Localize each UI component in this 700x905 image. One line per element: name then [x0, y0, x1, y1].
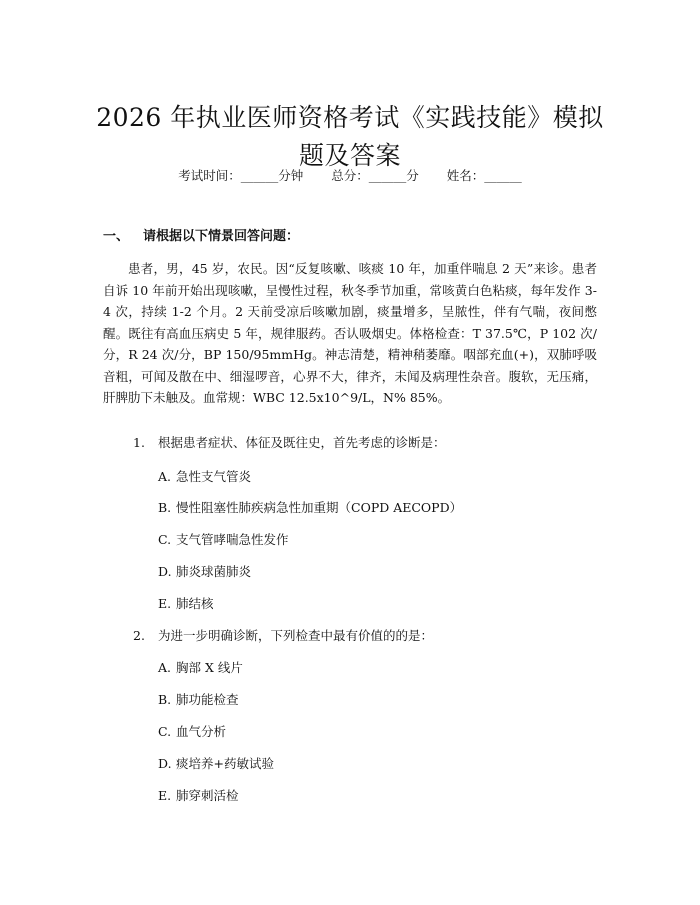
question-2-option-b [158, 691, 239, 709]
option-text: 胸部 X 线片 [176, 660, 243, 675]
option-text: 急性支气管炎 [176, 469, 252, 484]
option-key: C. [158, 724, 172, 739]
question-2-option-a [158, 659, 243, 677]
section-number: 一、 [103, 229, 130, 244]
option-text: 慢性阻塞性肺疾病急性加重期（COPD AECOPD） [176, 500, 463, 515]
option-key: B. [158, 500, 172, 515]
option-key: D. [158, 564, 172, 579]
option-key: D. [158, 756, 172, 771]
option-text: 肺炎球菌肺炎 [176, 564, 252, 579]
option-text: 支气管哮喘急性发作 [176, 532, 289, 547]
option-text: 痰培养+药敏试验 [176, 756, 274, 771]
option-text: 肺结核 [176, 596, 214, 611]
option-key: A. [158, 469, 172, 484]
question-text: 根据患者症状、体征及既往史，首先考虑的诊断是： [158, 435, 446, 450]
question-2 [133, 627, 433, 645]
option-key: C. [158, 532, 172, 547]
option-key: E. [158, 788, 172, 803]
question-1-option-a [158, 468, 251, 486]
question-1 [133, 434, 446, 452]
question-number: 1. [133, 435, 145, 450]
question-1-option-d [158, 563, 251, 581]
option-text: 血气分析 [176, 724, 227, 739]
total-score-field: 总分：______分 [331, 168, 419, 183]
case-paragraph: 患者，男，45 岁，农民。因“反复咳嗽、咳痰 10 年，加重伴喘息 2 天”来诊。患者自诉 10 年前开始出现咳嗽，呈慢性过程，秋冬季节加重，常咳黄白色粘痰，每年发作 3-4 次，持续 1-2 个月。2 天前受凉后咳嗽加剧，痰量增多，呈脓性，伴有气喘，夜间憋醒。既往有高血压病史 5 年，规律服药。否认吸烟史。体格检查：T 37.5℃，P 102 次/分，R 24 次/分，BP 150/95mmHg。神志清楚，精神稍萎靡。咽部充血(+)，双肺呼吸音粗，可闻及散在中、细湿啰音，心界不大，律齐，未闻及病理性杂音。腹软，无压痛，肝脾肋下未触及。血常规：WBC 12.5x10^9/L，N% 85%。 [103, 261, 597, 405]
option-key: B. [158, 692, 172, 707]
exam-time-field: 考试时间：______分钟 [178, 168, 304, 183]
section-heading-text: 请根据以下情景回答问题： [143, 229, 300, 244]
section-heading [103, 228, 299, 246]
name-field: 姓名：______ [446, 168, 522, 183]
question-2-option-c [158, 723, 226, 741]
question-text: 为进一步明确诊断，下列检查中最有价值的的是： [158, 628, 434, 643]
question-1-option-e [158, 595, 214, 613]
question-2-option-d [158, 755, 274, 773]
option-text: 肺穿刺活检 [176, 788, 239, 803]
question-2-option-e [158, 787, 239, 805]
case-description [103, 258, 597, 409]
option-key: A. [158, 660, 172, 675]
option-key: E. [158, 596, 172, 611]
exam-info-row [0, 167, 700, 185]
question-number: 2. [133, 628, 145, 643]
question-1-option-b [158, 499, 462, 517]
option-text: 肺功能检查 [176, 692, 239, 707]
question-1-option-c [158, 531, 289, 549]
page-title: 2026 年执业医师资格考试《实践技能》模拟题及答案 [96, 102, 604, 170]
